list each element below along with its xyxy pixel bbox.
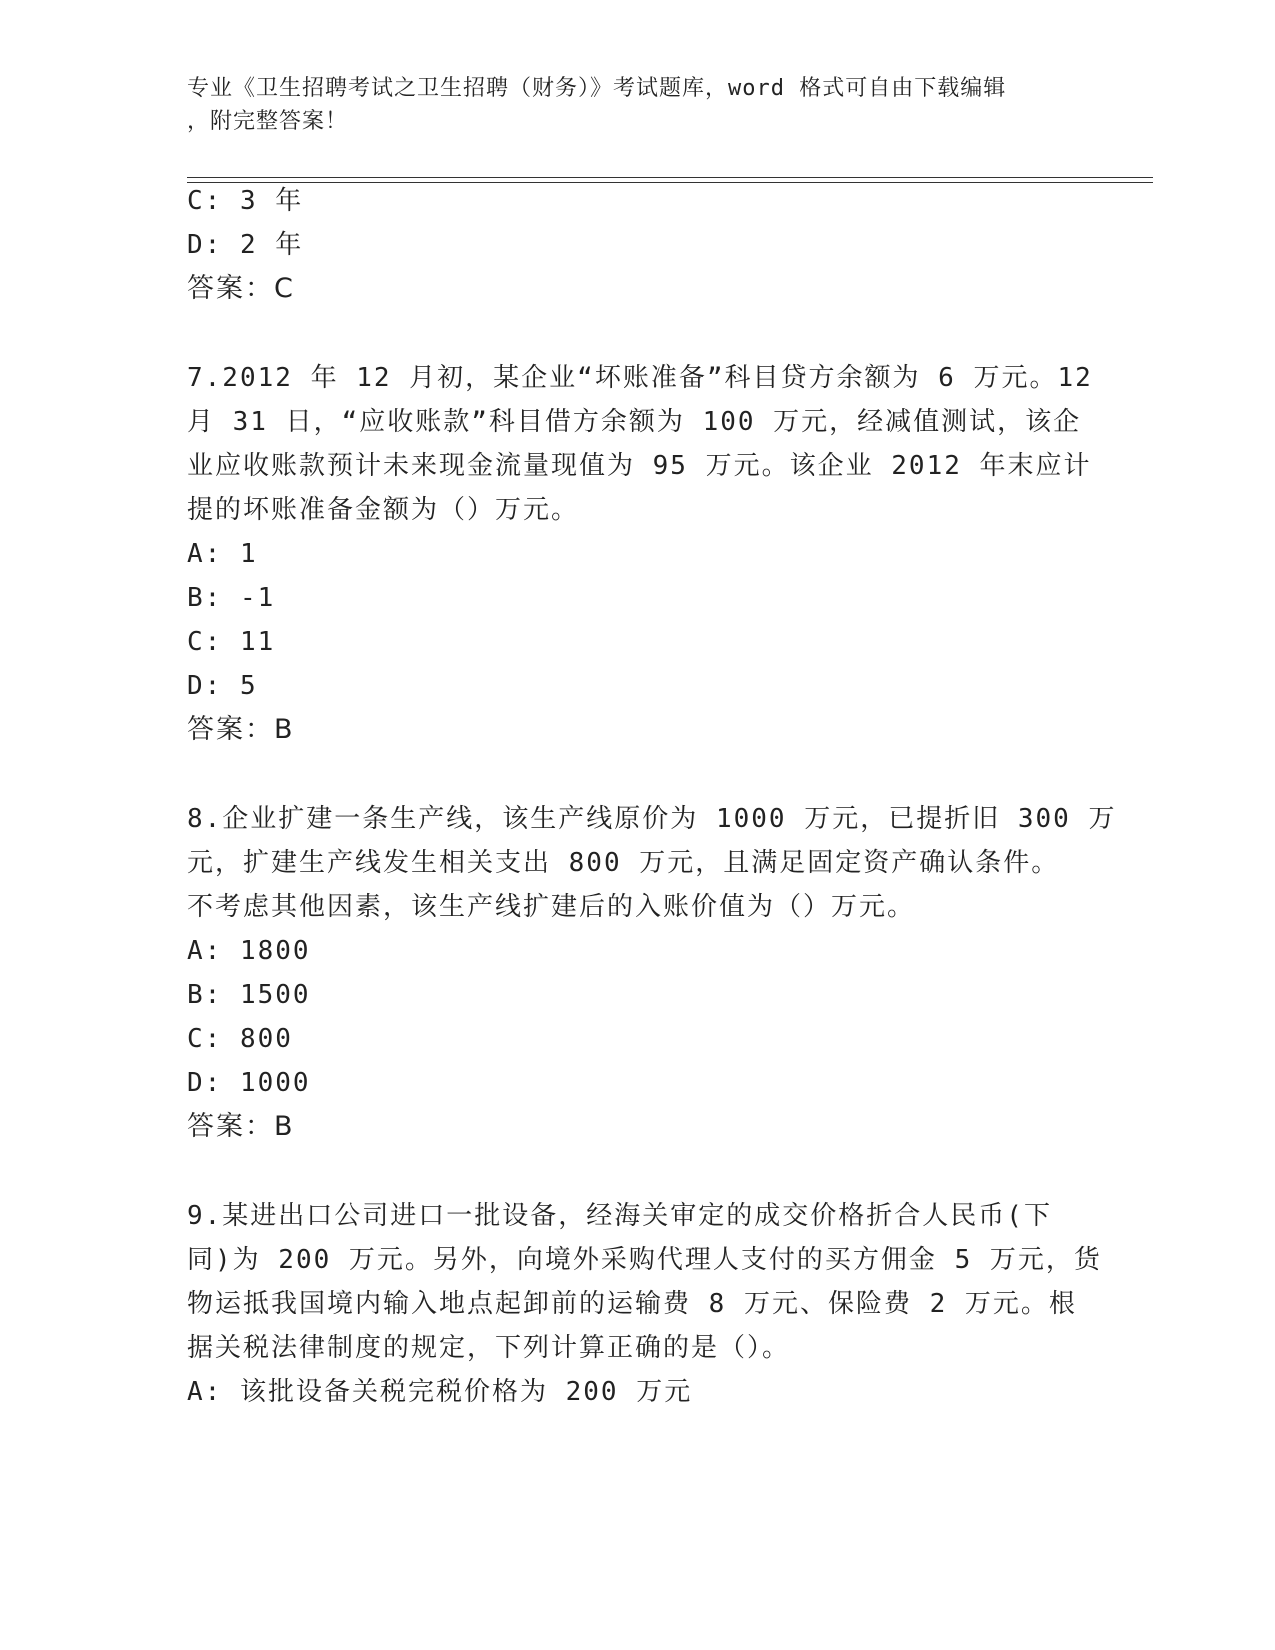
prev-answer: 答案：C (187, 273, 295, 304)
q7-option-b: B: -1 (187, 583, 276, 613)
q8-stem-line-3: 不考虑其他因素，该生产线扩建后的入账价值为（）万元。 (187, 892, 916, 922)
q8-option-b: B: 1500 (187, 980, 311, 1010)
q7-stem-line-3: 业应收账款预计未来现金流量现值为 95 万元。该企业 2012 年末应计 (187, 451, 1092, 481)
q7-stem-line-4: 提的坏账准备金额为（）万元。 (187, 495, 580, 525)
q7-stem-line-1: 7.2012 年 12 月初，某企业“坏账准备”科目贷方余额为 6 万元。12 (187, 363, 1093, 393)
q9-stem-line-3: 物运抵我国境内输入地点起卸前的运输费 8 万元、保险费 2 万元。根 (187, 1289, 1077, 1319)
q9-stem-line-1: 9.某进出口公司进口一批设备，经海关审定的成交价格折合人民币(下 (187, 1201, 1052, 1231)
header-line-2: ，附完整答案！ (187, 109, 349, 134)
q8-stem-line-1: 8.企业扩建一条生产线，该生产线原价为 1000 万元，已提折旧 300 万 (187, 804, 1117, 834)
q8-option-c: C: 800 (187, 1024, 293, 1054)
prev-option-c: C: 3 年 (187, 186, 304, 216)
q7-option-d: D: 5 (187, 671, 258, 701)
q9-option-a: A: 该批设备关税完税价格为 200 万元 (187, 1377, 693, 1407)
q8-answer: 答案：B (187, 1111, 295, 1142)
header-divider-top (187, 177, 1153, 178)
q9-stem-line-2: 同)为 200 万元。另外，向境外采购代理人支付的买方佣金 5 万元，货 (187, 1245, 1102, 1275)
q8-option-d: D: 1000 (187, 1068, 311, 1098)
header-line-1: 专业《卫生招聘考试之卫生招聘（财务）》考试题库，word 格式可自由下载编辑 (187, 76, 1007, 101)
prev-option-d: D: 2 年 (187, 230, 304, 260)
q8-option-a: A: 1800 (187, 936, 311, 966)
header-divider-bottom (187, 182, 1153, 183)
q8-stem-line-2: 元，扩建生产线发生相关支出 800 万元，且满足固定资产确认条件。 (187, 848, 1060, 878)
q7-answer: 答案：B (187, 714, 295, 745)
q7-option-c: C: 11 (187, 627, 276, 657)
q7-option-a: A: 1 (187, 539, 258, 569)
document-header (187, 72, 1067, 138)
q9-stem-line-4: 据关税法律制度的规定，下列计算正确的是（）。 (187, 1333, 791, 1363)
q7-stem-line-2: 月 31 日，“应收账款”科目借方余额为 100 万元，经减值测试，该企 (187, 407, 1082, 437)
